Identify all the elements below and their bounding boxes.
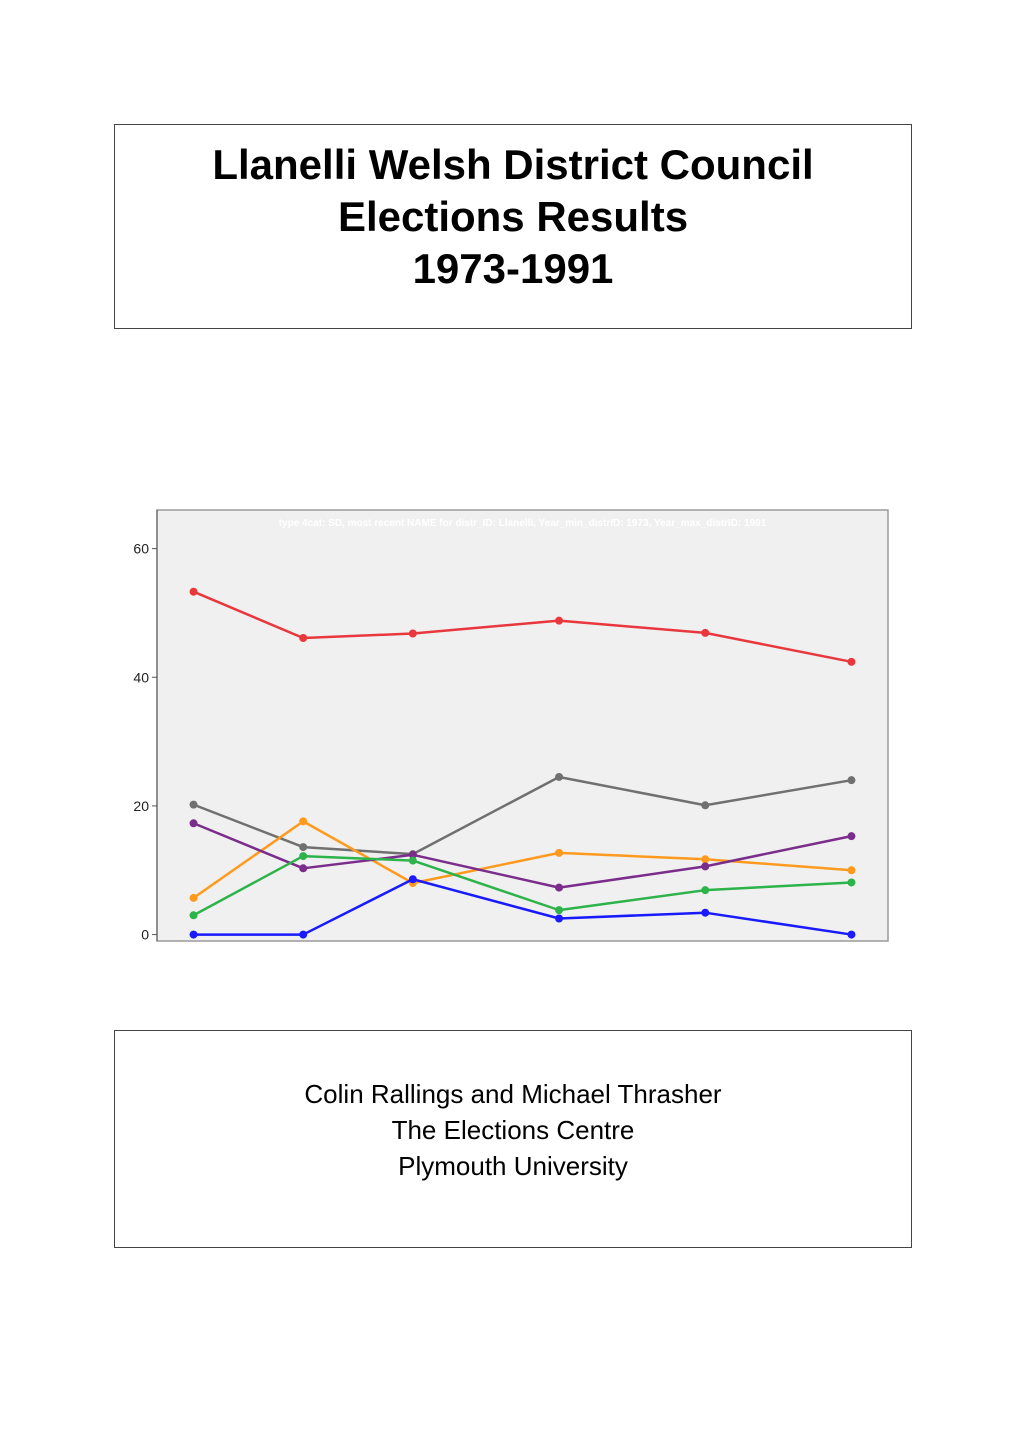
data-point: [847, 832, 855, 840]
university-line: Plymouth University: [398, 1151, 628, 1181]
data-point: [555, 914, 563, 922]
data-point: [555, 884, 563, 892]
data-point: [409, 857, 417, 865]
line-chart: [110, 500, 900, 950]
data-point: [409, 630, 417, 638]
data-point: [299, 817, 307, 825]
data-point: [299, 864, 307, 872]
centre-line: The Elections Centre: [391, 1115, 635, 1145]
title-box: [114, 124, 912, 329]
data-point: [555, 906, 563, 914]
chart-svg: [110, 500, 900, 950]
data-point: [847, 866, 855, 874]
data-point: [190, 588, 198, 596]
data-point: [701, 862, 709, 870]
data-point: [555, 617, 563, 625]
author-box: [114, 1030, 912, 1248]
data-point: [701, 855, 709, 863]
data-point: [190, 819, 198, 827]
data-point: [190, 931, 198, 939]
data-point: [701, 909, 709, 917]
y-tick-label: 60: [133, 540, 149, 557]
data-point: [847, 931, 855, 939]
data-point: [555, 773, 563, 781]
title-line-1: Llanelli Welsh District Council: [212, 141, 814, 188]
data-point: [190, 911, 198, 919]
data-point: [299, 852, 307, 860]
data-point: [701, 629, 709, 637]
title-line-2: Elections Results: [337, 193, 689, 240]
title-line-3: 1973-1991: [412, 245, 614, 292]
data-point: [299, 634, 307, 642]
data-point: [555, 849, 563, 857]
data-point: [847, 658, 855, 666]
data-point: [847, 776, 855, 784]
data-point: [190, 894, 198, 902]
data-point: [190, 801, 198, 809]
data-point: [409, 875, 417, 883]
data-point: [847, 878, 855, 886]
data-point: [701, 886, 709, 894]
authors-line: Colin Rallings and Michael Thrasher: [304, 1079, 722, 1109]
chart-title: type 4cat: SD, most recent NAME for distr_ID: Llanelli, Year_min_distrID: 1973, Year_max_distrID: 1991: [278, 518, 767, 529]
y-tick-label: 0: [141, 926, 149, 943]
data-point: [299, 843, 307, 851]
y-tick-label: 20: [133, 797, 149, 814]
data-point: [299, 931, 307, 939]
data-point: [701, 801, 709, 809]
y-tick-label: 40: [133, 669, 149, 686]
